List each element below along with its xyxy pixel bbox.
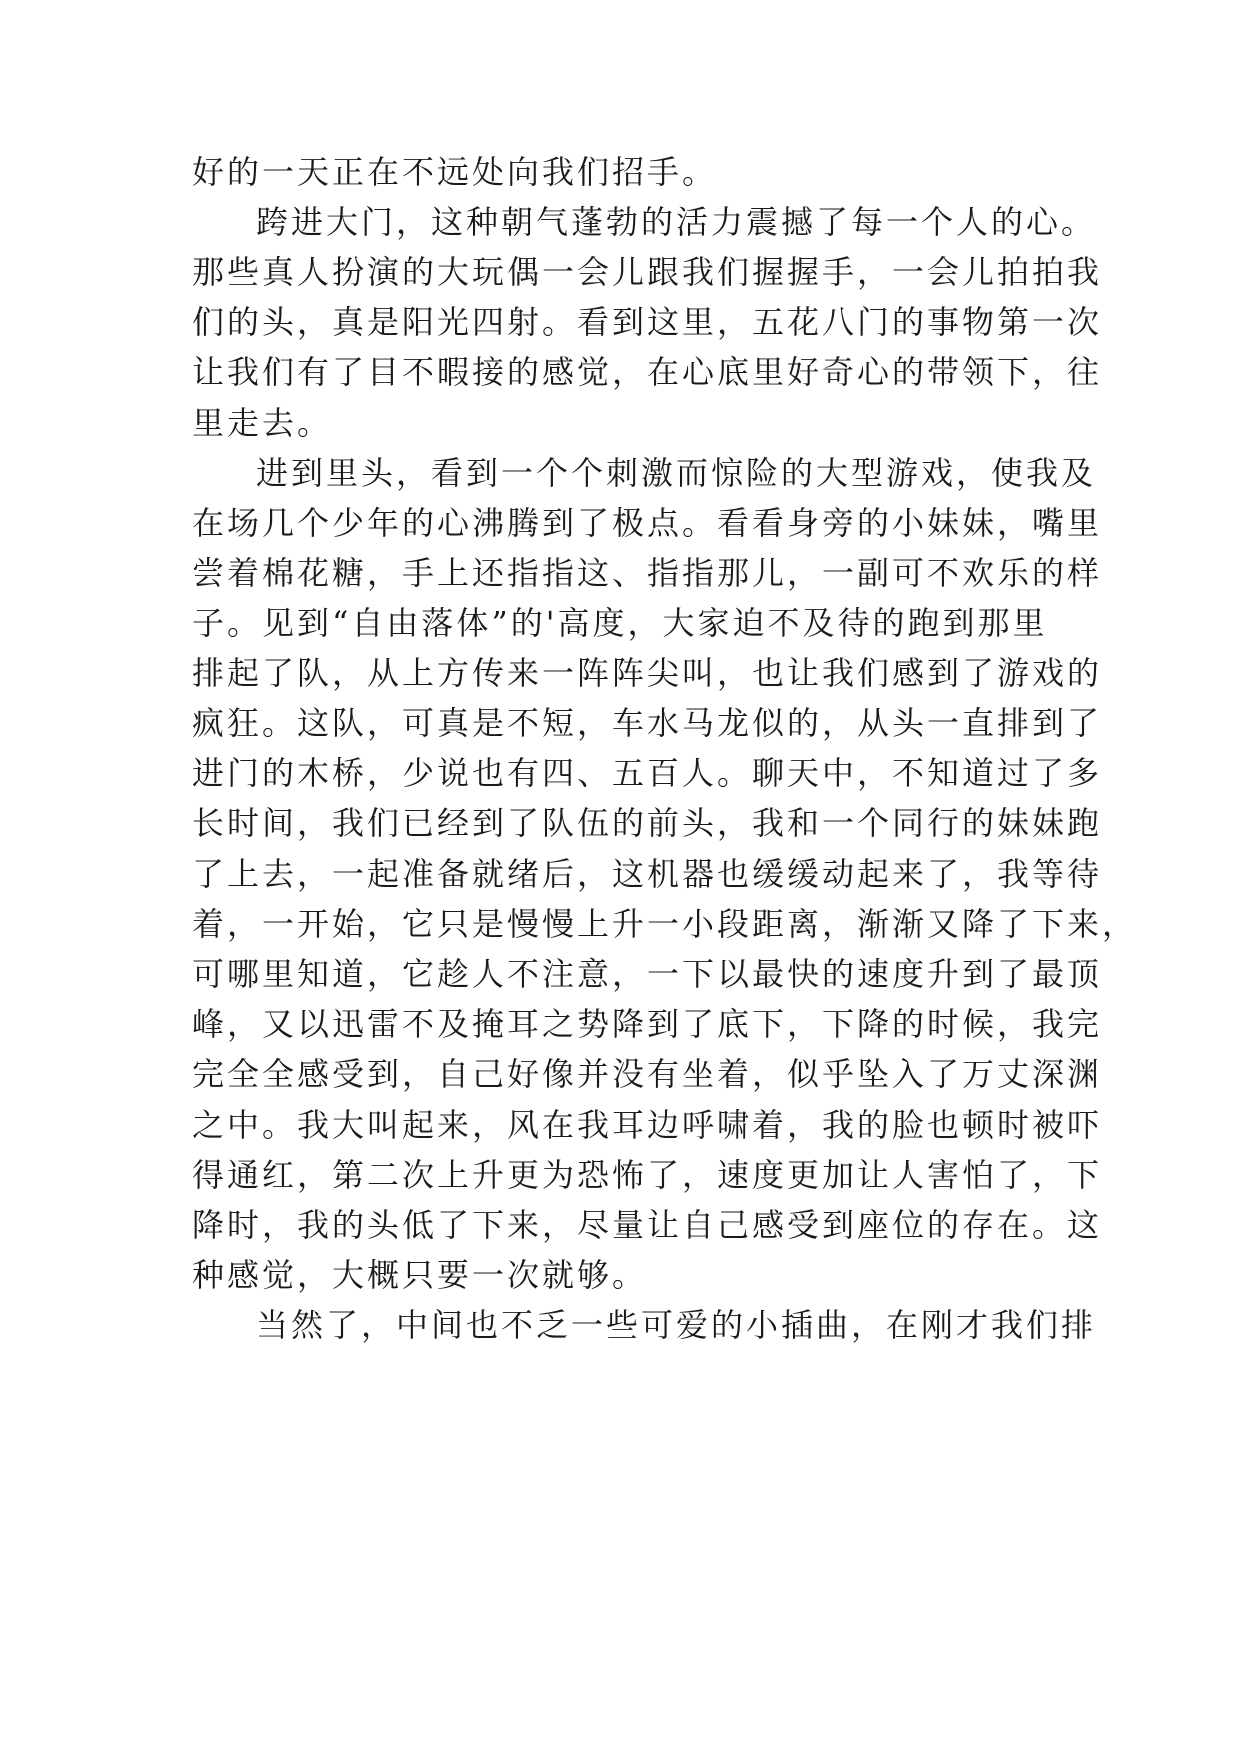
text-line: 降时，我的头低了下来，尽量让自己感受到座位的存在。这 [192,1206,1103,1244]
text-line: 疯狂。这队，可真是不短，车水马龙似的，从头一直排到了 [192,704,1103,742]
text-line: 可哪里知道，它趁人不注意，一下以最快的速度升到了最顶 [192,955,1103,993]
text-line: 着，一开始，它只是慢慢上升一小段距离，渐渐又降了下来， [192,905,1138,943]
paragraph-first-line: 进到里头，看到一个个刺激而惊险的大型游戏，使我及 [256,454,1097,492]
text-line: 在场几个少年的心沸腾到了极点。看看身旁的小妹妹，嘴里 [192,504,1103,542]
text-line: 尝着棉花糖，手上还指指这、指指那儿，一副可不欢乐的样 [192,554,1103,592]
text-line: 了上去，一起准备就绪后，这机器也缓缓动起来了，我等待 [192,855,1103,893]
text-line: 之中。我大叫起来，风在我耳边呼啸着，我的脸也顿时被吓 [192,1106,1103,1144]
text-line: 们的头，真是阳光四射。看到这里，五花八门的事物第一次 [192,303,1103,341]
text-line: 峰，又以迅雷不及掩耳之势降到了底下，下降的时候，我完 [192,1005,1103,1043]
text-line: 排起了队，从上方传来一阵阵尖叫，也让我们感到了游戏的 [192,654,1103,692]
text-line: 好的一天正在不远处向我们招手。 [192,153,718,191]
text-line: 让我们有了目不暇接的感觉，在心底里好奇心的带领下，往 [192,353,1103,391]
text-line: 种感觉，大概只要一次就够。 [192,1256,648,1294]
text-line: 进门的木桥，少说也有四、五百人。聊天中，不知道过了多 [192,754,1103,792]
text-line: 那些真人扮演的大玩偶一会儿跟我们握握手，一会儿拍拍我 [192,253,1103,291]
text-line: 得通红，第二次上升更为恐怖了，速度更加让人害怕了，下 [192,1156,1103,1194]
text-line: 里走去。 [192,404,333,442]
text-line: 完全全感受到，自己好像并没有坐着，似乎坠入了万丈深渊 [192,1055,1103,1093]
paragraph-first-line: 跨进大门，这种朝气蓬勃的活力震撼了每一个人的心。 [256,203,1097,241]
text-line: 长时间，我们已经到了队伍的前头，我和一个同行的妹妹跑 [192,804,1103,842]
text-line: 子。见到“自由落体”的'高度，大家迫不及待的跑到那里 [192,604,1048,642]
paragraph-first-line: 当然了，中间也不乏一些可爱的小插曲，在刚才我们排 [256,1306,1097,1344]
